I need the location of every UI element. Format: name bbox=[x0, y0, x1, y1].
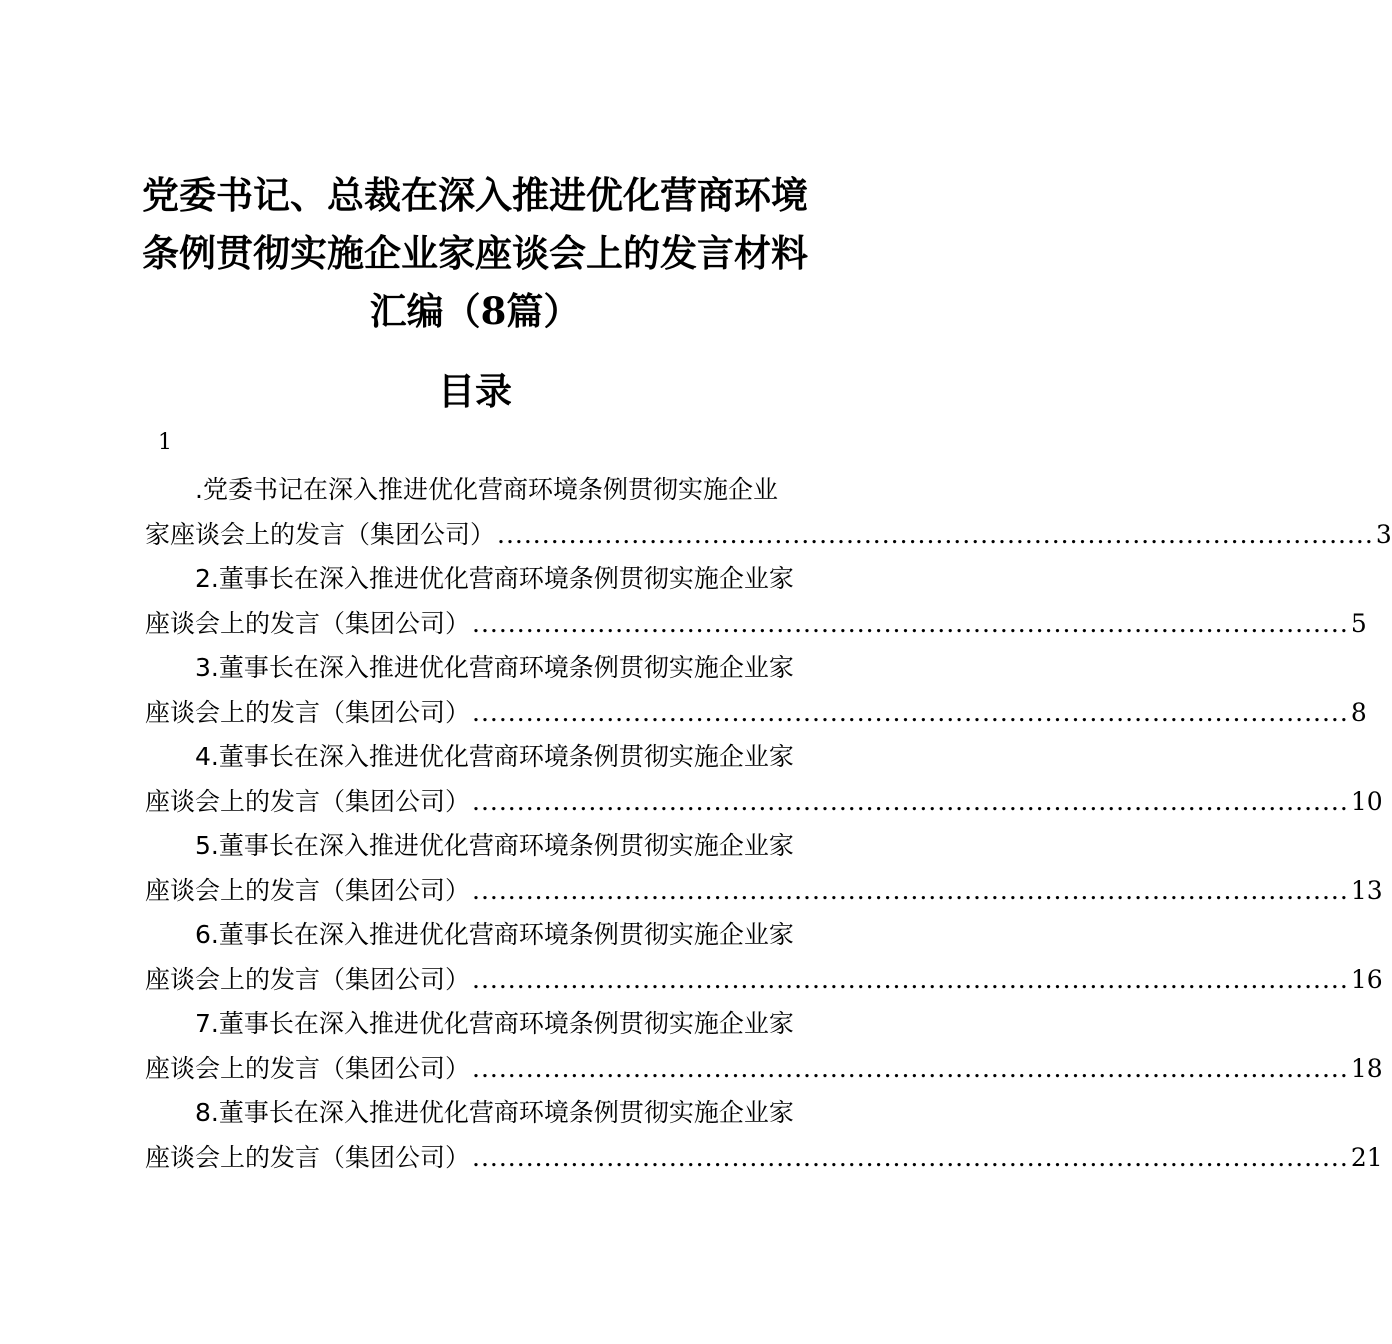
toc-entry-line2: 座谈会上的发言（集团公司） bbox=[145, 964, 471, 994]
dot-leader: .................................................................................................. bbox=[472, 964, 1349, 994]
toc-entry[interactable] bbox=[145, 557, 1367, 646]
toc-entry-line2: 座谈会上的发言（集团公司） bbox=[145, 697, 471, 727]
toc-entry[interactable] bbox=[145, 1002, 1383, 1091]
toc-entry-line2: 座谈会上的发言（集团公司） bbox=[145, 608, 471, 638]
toc-page-number: 13 bbox=[1350, 875, 1383, 905]
title-line-1: 党委书记、总裁在深入推进优化营商环境 bbox=[142, 173, 808, 217]
toc-entry-line1: 2.董事长在深入推进优化营商环境条例贯彻实施企业家 bbox=[195, 564, 794, 593]
table-of-contents bbox=[145, 468, 1392, 1180]
toc-page-number: 18 bbox=[1350, 1053, 1383, 1083]
dot-leader: .................................................................................................. bbox=[472, 697, 1349, 727]
dot-leader: .................................................................................................. bbox=[472, 786, 1349, 816]
toc-entry[interactable] bbox=[145, 824, 1383, 913]
toc-entry-line2: 座谈会上的发言（集团公司） bbox=[145, 786, 471, 816]
toc-entry-line1: 6.董事长在深入推进优化营商环境条例贯彻实施企业家 bbox=[195, 920, 794, 949]
toc-entry-line1: 8.董事长在深入推进优化营商环境条例贯彻实施企业家 bbox=[195, 1098, 794, 1127]
toc-entry[interactable] bbox=[145, 735, 1383, 824]
dot-leader: .................................................................................................. bbox=[497, 519, 1374, 549]
dot-leader: .................................................................................................. bbox=[472, 1142, 1349, 1172]
toc-entry-line1: 3.董事长在深入推进优化营商环境条例贯彻实施企业家 bbox=[195, 653, 794, 682]
dot-leader: .................................................................................................. bbox=[472, 875, 1349, 905]
toc-entry-line2: 家座谈会上的发言（集团公司） bbox=[145, 519, 496, 549]
toc-entry-line2: 座谈会上的发言（集团公司） bbox=[145, 1142, 471, 1172]
title-line-2: 条例贯彻实施企业家座谈会上的发言材料 bbox=[142, 231, 808, 275]
toc-entry[interactable] bbox=[145, 913, 1383, 1002]
title-line-3: 汇编（8篇） bbox=[369, 289, 581, 333]
toc-page-number: 16 bbox=[1350, 964, 1383, 994]
list-number: 1 bbox=[158, 430, 172, 455]
toc-entry-line1: 5.董事长在深入推进优化营商环境条例贯彻实施企业家 bbox=[195, 831, 794, 860]
dot-leader: .................................................................................................. bbox=[472, 1053, 1349, 1083]
toc-page-number: 3 bbox=[1375, 519, 1392, 549]
toc-entry-line2: 座谈会上的发言（集团公司） bbox=[145, 1053, 471, 1083]
toc-entry[interactable] bbox=[145, 1091, 1383, 1180]
document-title bbox=[0, 166, 950, 340]
toc-page-number: 8 bbox=[1350, 697, 1367, 727]
toc-page-number: 21 bbox=[1350, 1142, 1383, 1172]
toc-entry-line2: 座谈会上的发言（集团公司） bbox=[145, 875, 471, 905]
toc-entry-line1: .党委书记在深入推进优化营商环境条例贯彻实施企业 bbox=[195, 475, 778, 504]
toc-page-number: 5 bbox=[1350, 608, 1367, 638]
dot-leader: .................................................................................................. bbox=[472, 608, 1349, 638]
toc-page-number: 10 bbox=[1350, 786, 1383, 816]
toc-entry-line1: 4.董事长在深入推进优化营商环境条例贯彻实施企业家 bbox=[195, 742, 794, 771]
toc-heading: 目录 bbox=[438, 369, 512, 413]
toc-entry-line1: 7.董事长在深入推进优化营商环境条例贯彻实施企业家 bbox=[195, 1009, 794, 1038]
toc-entry[interactable] bbox=[145, 468, 1392, 557]
toc-entry[interactable] bbox=[145, 646, 1367, 735]
